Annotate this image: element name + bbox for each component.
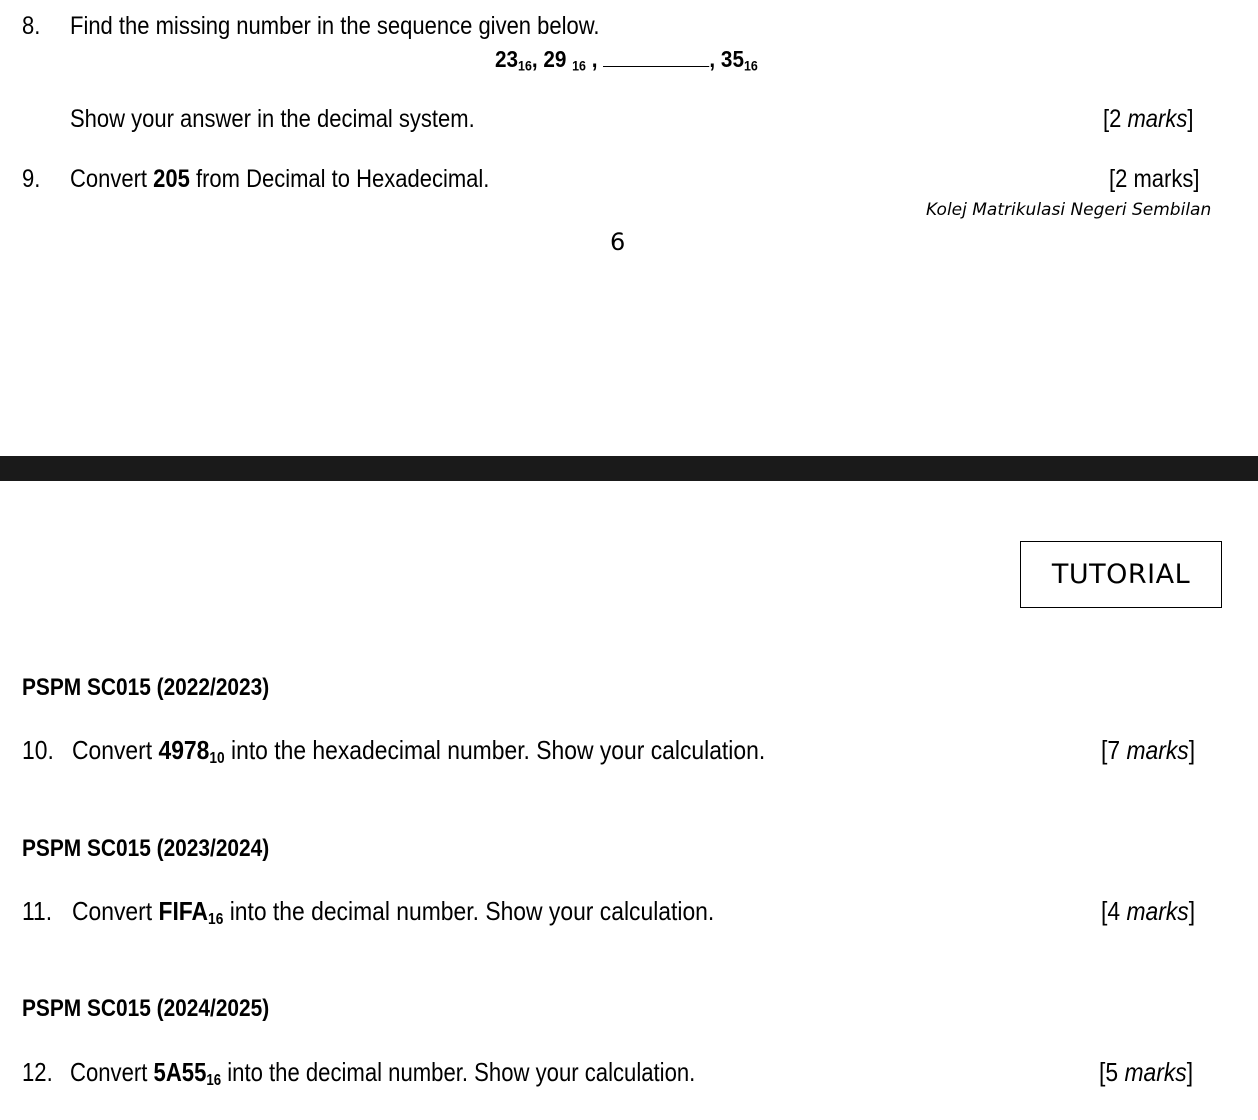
q8-marks: [2 marks] — [1103, 105, 1194, 133]
q10-marks: [7 marks] — [1101, 735, 1196, 765]
q9-number: 9. — [22, 165, 41, 193]
q11-number: 11. — [22, 896, 53, 926]
q12-text: Convert $5A55_{16}$ into the decimal number. Show your calculation. — [70, 1057, 696, 1089]
q12-number: 12. — [22, 1057, 53, 1087]
answer-blank — [603, 46, 709, 67]
q11-value: $FIFA_{16}$ — [158, 896, 224, 928]
q9-marks: [2 marks] — [1109, 165, 1200, 193]
q12-value: $5A55_{16}$ — [153, 1057, 222, 1089]
q8-sequence: $23_{16}$, 29 $_{16}$ , , $35_{16}$ — [495, 46, 758, 74]
q10-number: 10. — [22, 735, 54, 765]
q8-instruction: Show your answer in the decimal system. — [70, 105, 475, 133]
page-break-band — [0, 456, 1258, 481]
tutorial-label: TUTORIAL — [1051, 559, 1191, 590]
q8-text: Find the missing number in the sequence given below. — [70, 12, 600, 40]
tutorial-label-box — [1020, 541, 1222, 608]
q9-text: Convert 205 from Decimal to Hexadecimal. — [70, 165, 490, 193]
section-heading-2023: PSPM SC015 (2023/2024) — [22, 835, 270, 862]
seq-term-2: 29 $_{16}$ — [543, 46, 586, 74]
q12-marks: [5 marks] — [1099, 1057, 1194, 1087]
q11-text: Convert $FIFA_{16}$ into the decimal number. Show your calculation. — [72, 896, 715, 928]
q10-text: Convert $4978_{10}$ into the hexadecimal number. Show your calculation. — [72, 735, 766, 767]
section-heading-2022: PSPM SC015 (2022/2023) — [22, 674, 270, 701]
q10-value: $4978_{10}$ — [158, 735, 225, 767]
q9-value: 205 — [153, 165, 190, 193]
q8-number: 8. — [22, 12, 41, 40]
section-heading-2024: PSPM SC015 (2024/2025) — [22, 995, 270, 1022]
q11-marks: [4 marks] — [1101, 896, 1196, 926]
seq-term-1: $23_{16}$ — [495, 46, 532, 74]
seq-term-4: $35_{16}$ — [720, 46, 758, 74]
institution-name: Kolej Matrikulasi Negeri Sembilan — [926, 200, 1212, 220]
page-number: 6 — [610, 228, 626, 256]
